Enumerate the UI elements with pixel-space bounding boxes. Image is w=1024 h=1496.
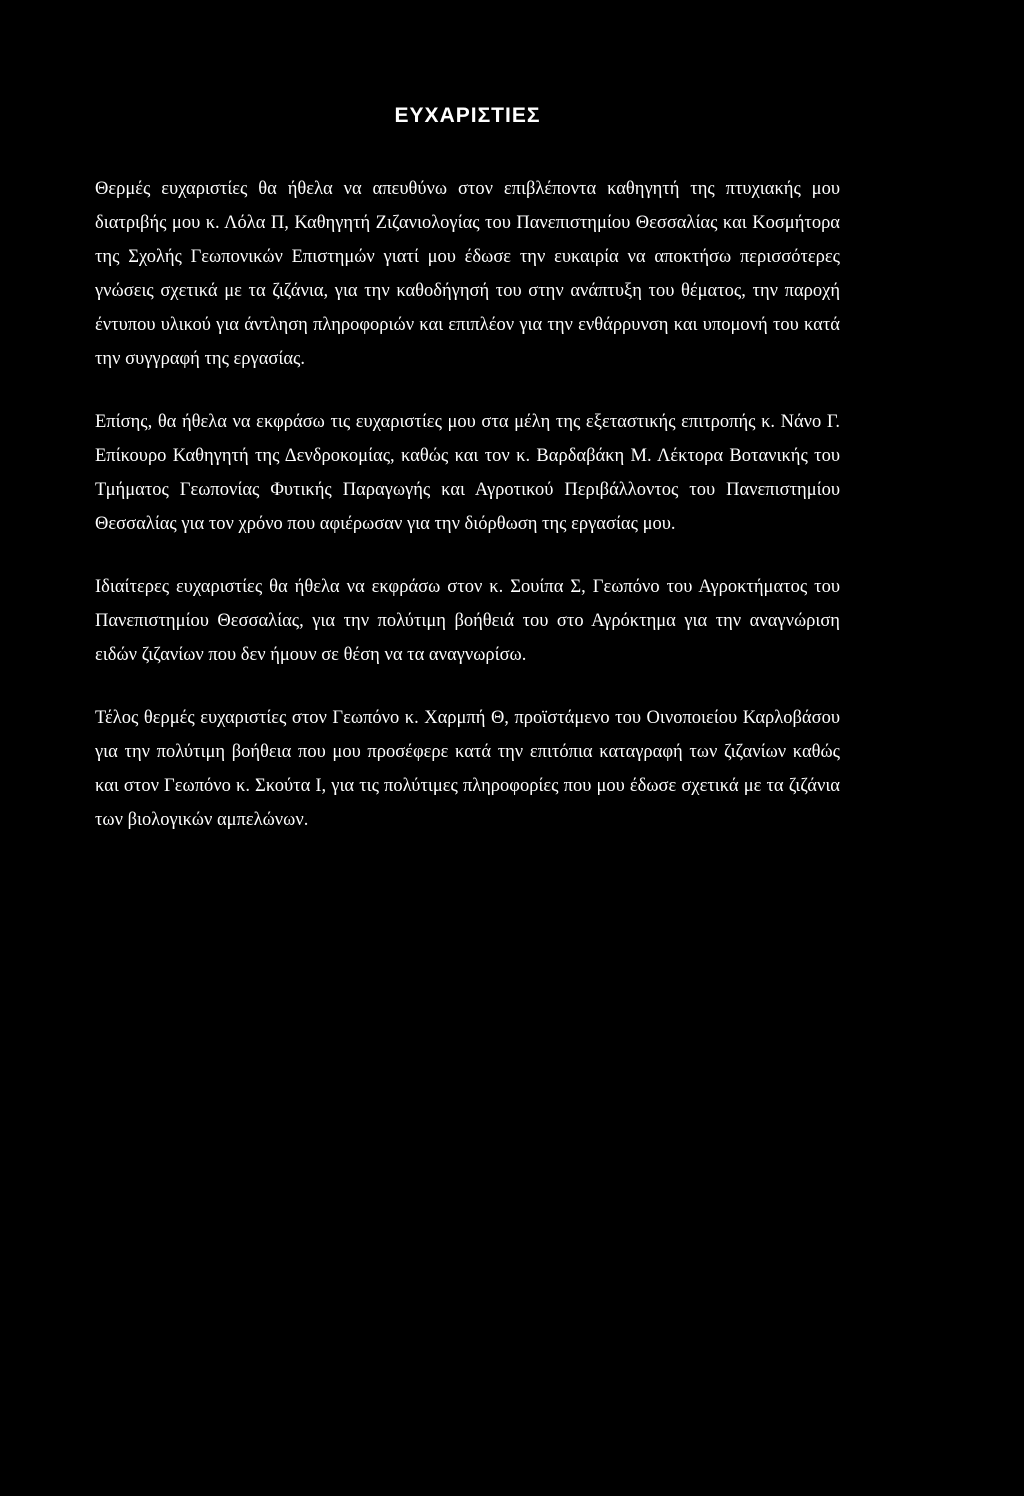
paragraph-winery-agronomists: Τέλος θερμές ευχαριστίες στον Γεωπόνο κ. Χαρμπή Θ, προϊστάμενο του Οινοποιείου Καρλοβάσου για την πολύτιμη βοήθεια που μου προσέφερε κατά την επιτόπια καταγραφή των ζιζανίων καθώς και στον Γεωπόνο κ. Σκούτα Ι, για τις πολύτιμες πληροφορίες που μου έδωσε σχετικά με τα ζιζάνια των βιολογικών αμπελώνων. xyxy=(95,708,840,830)
page-title: ΕΥΧΑΡΙΣΤΙΕΣ xyxy=(394,104,541,127)
paragraph-committee: Επίσης, θα ήθελα να εκφράσω τις ευχαριστίες μου στα μέλη της εξεταστικής επιτροπής κ. Νάνο Γ. Επίκουρο Καθηγητή της Δενδροκομίας, καθώς και τον κ. Βαρδαβάκη Μ. Λέκτορα Βοτανικής του Τμήματος Γεωπονίας Φυτικής Παραγωγής και Αγροτικού Περιβάλλοντος του Πανεπιστημίου Θεσσαλίας για τον χρόνο που αφιέρωσαν για την διόρθωση της εργασίας μου. xyxy=(95,412,840,534)
acknowledgements-page xyxy=(95,100,840,866)
paragraph-farm-agronomist: Ιδιαίτερες ευχαριστίες θα ήθελα να εκφράσω στον κ. Σουίπα Σ, Γεωπόνο του Αγροκτήματος του Πανεπιστημίου Θεσσαλίας, για την πολύτιμη βοήθειά του στο Αγρόκτημα για την αναγνώριση ειδών ζιζανίων που δεν ήμουν σε θέση να τα αναγνωρίσω. xyxy=(95,577,840,665)
paragraph-supervisor: Θερμές ευχαριστίες θα ήθελα να απευθύνω στον επιβλέποντα καθηγητή της πτυχιακής μου διατριβής μου κ. Λόλα Π, Καθηγητή Ζιζανιολογίας του Πανεπιστημίου Θεσσαλίας και Κοσμήτορα της Σχολής Γεωπονικών Επιστημών γιατί μου έδωσε την ευκαιρία να αποκτήσω περισσότερες γνώσεις σχετικά με τα ζιζάνια, για την καθοδήγησή του στην ανάπτυξη του θέματος, την παροχή έντυπου υλικού για άντληση πληροφοριών και επιπλέον για την ενθάρρυνση και υπομονή του κατά την συγγραφή της εργασίας. xyxy=(95,179,840,369)
